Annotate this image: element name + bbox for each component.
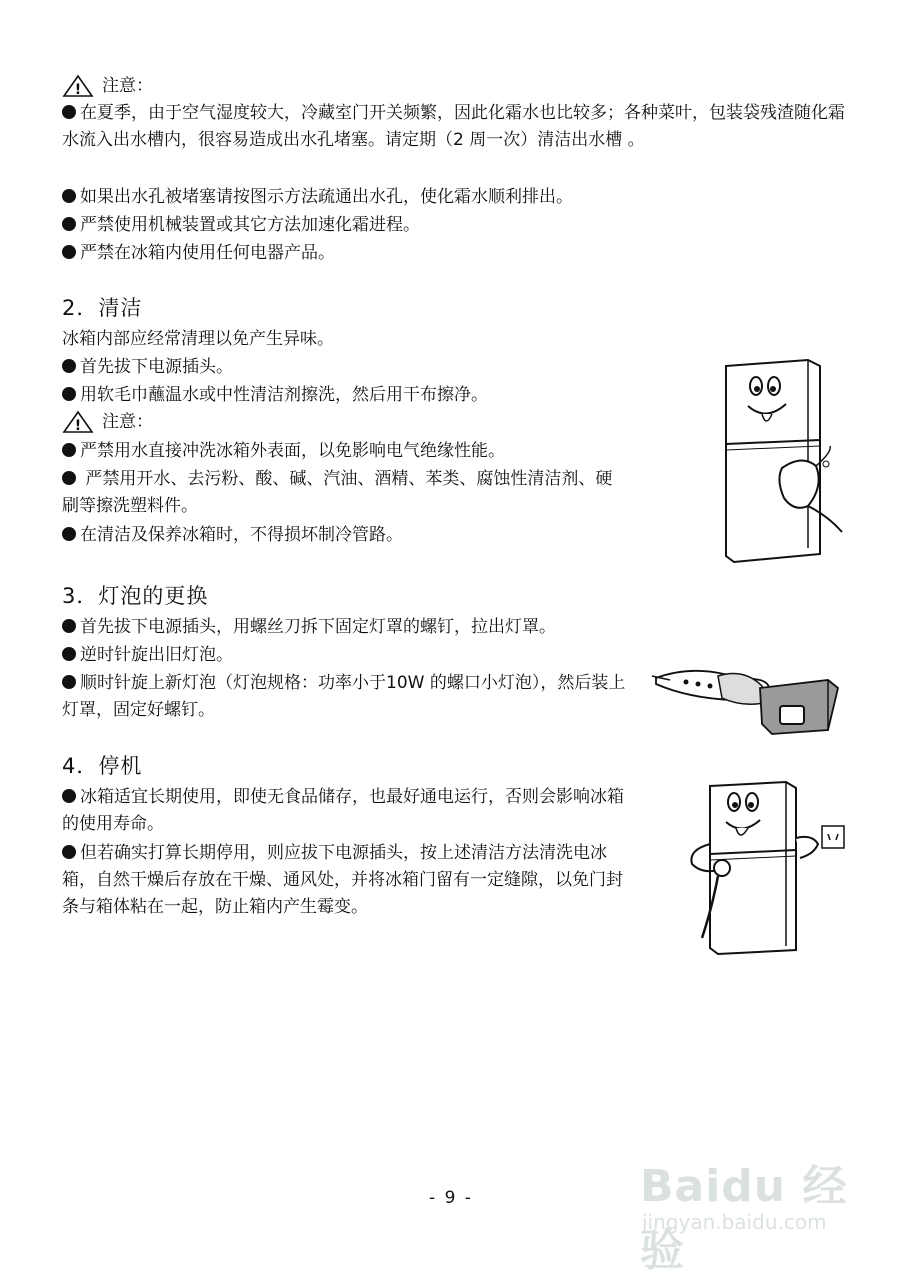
section2-item-1: 首先拔下电源插头。 (62, 354, 632, 381)
bullet-icon (62, 217, 76, 231)
bullet-icon (62, 189, 76, 203)
bullet-icon (62, 527, 76, 541)
section3-item-3: 顺时针旋上新灯泡（灯泡规格：功率小于10W 的螺口小灯泡），然后装上灯罩，固定好螺钉。 (62, 673, 626, 720)
section2-intro: 冰箱内部应经常清理以免产生异味。 (62, 329, 334, 349)
bullet-icon (62, 387, 76, 401)
warning-icon (62, 410, 94, 434)
bullet-icon (62, 845, 76, 859)
bullet-icon (62, 105, 76, 119)
section3-title: 3．灯泡的更换 (62, 584, 209, 608)
section2-warning-2: 严禁用开水、去污粉、酸、碱、汽油、酒精、苯类、腐蚀性清洁剂、硬刷等擦洗塑料件。 (62, 469, 613, 516)
section2-warning-1: 严禁用水直接冲洗冰箱外表面，以免影响电气绝缘性能。 (62, 438, 632, 465)
bullet-icon (62, 443, 76, 457)
section4-item-2: 但若确实打算长期停用，则应拔下电源插头，按上述清洁方法清洗电冰箱，自然干燥后存放在干燥、通风处，并将冰箱门留有一定缝隙，以免门封条与箱体粘在一起，防止箱内产生霉变。 (62, 843, 623, 917)
bullet-icon (62, 675, 76, 689)
section1-item-3: 严禁使用机械装置或其它方法加速化霜进程。 (62, 212, 852, 239)
lamp-cover-illustration (648, 658, 844, 750)
watermark-url: jingyan.baidu.com (642, 1210, 827, 1234)
notice-label: 注意： (102, 412, 153, 432)
page-number: - 9 - (429, 1188, 473, 1208)
svg-text:!: ! (74, 418, 82, 434)
section1-item-2: 如果出水孔被堵塞请按图示方法疏通出水孔，使化霜水顺利排出。 (62, 184, 852, 211)
section2-title: 2．清洁 (62, 296, 143, 320)
section2-item-2: 用软毛巾蘸温水或中性清洁剂擦洗，然后用干布擦净。 (62, 382, 632, 409)
bullet-icon (62, 359, 76, 373)
bullet-icon (62, 789, 76, 803)
section3-item-1: 首先拔下电源插头，用螺丝刀拆下固定灯罩的螺钉，拉出灯罩。 (62, 614, 632, 641)
fridge-cleaning-illustration (712, 356, 848, 566)
svg-text:!: ! (74, 82, 82, 98)
watermark-brand: Baidu 经验 (640, 1161, 848, 1276)
section2-warning-3: 在清洁及保养冰箱时，不得损坏制冷管路。 (62, 522, 632, 549)
bullet-icon (62, 647, 76, 661)
section1-item-1: 在夏季，由于空气湿度较大，冷藏室门开关频繁，因此化霜水也比较多；各种菜叶，包装袋残渣随化霜水流入出水槽内，很容易造成出水孔堵塞。请定期（2 周一次）清洁出水槽 。 (62, 103, 845, 150)
bullet-icon (62, 619, 76, 633)
notice-label: 注意： (102, 76, 153, 96)
bullet-icon (62, 471, 76, 485)
notice-1 (62, 74, 153, 98)
bullet-icon (62, 245, 76, 259)
fridge-unplug-illustration (682, 778, 850, 960)
section4-title: 4．停机 (62, 754, 143, 778)
notice-2 (62, 410, 153, 434)
watermark (640, 1150, 880, 1276)
section3-item-2: 逆时针旋出旧灯泡。 (62, 642, 632, 669)
section1-item-4: 严禁在冰箱内使用任何电器产品。 (62, 240, 852, 267)
warning-icon (62, 74, 94, 98)
section4-item-1: 冰箱适宜长期使用，即使无食品储存，也最好通电运行，否则会影响冰箱的使用寿命。 (62, 787, 624, 834)
